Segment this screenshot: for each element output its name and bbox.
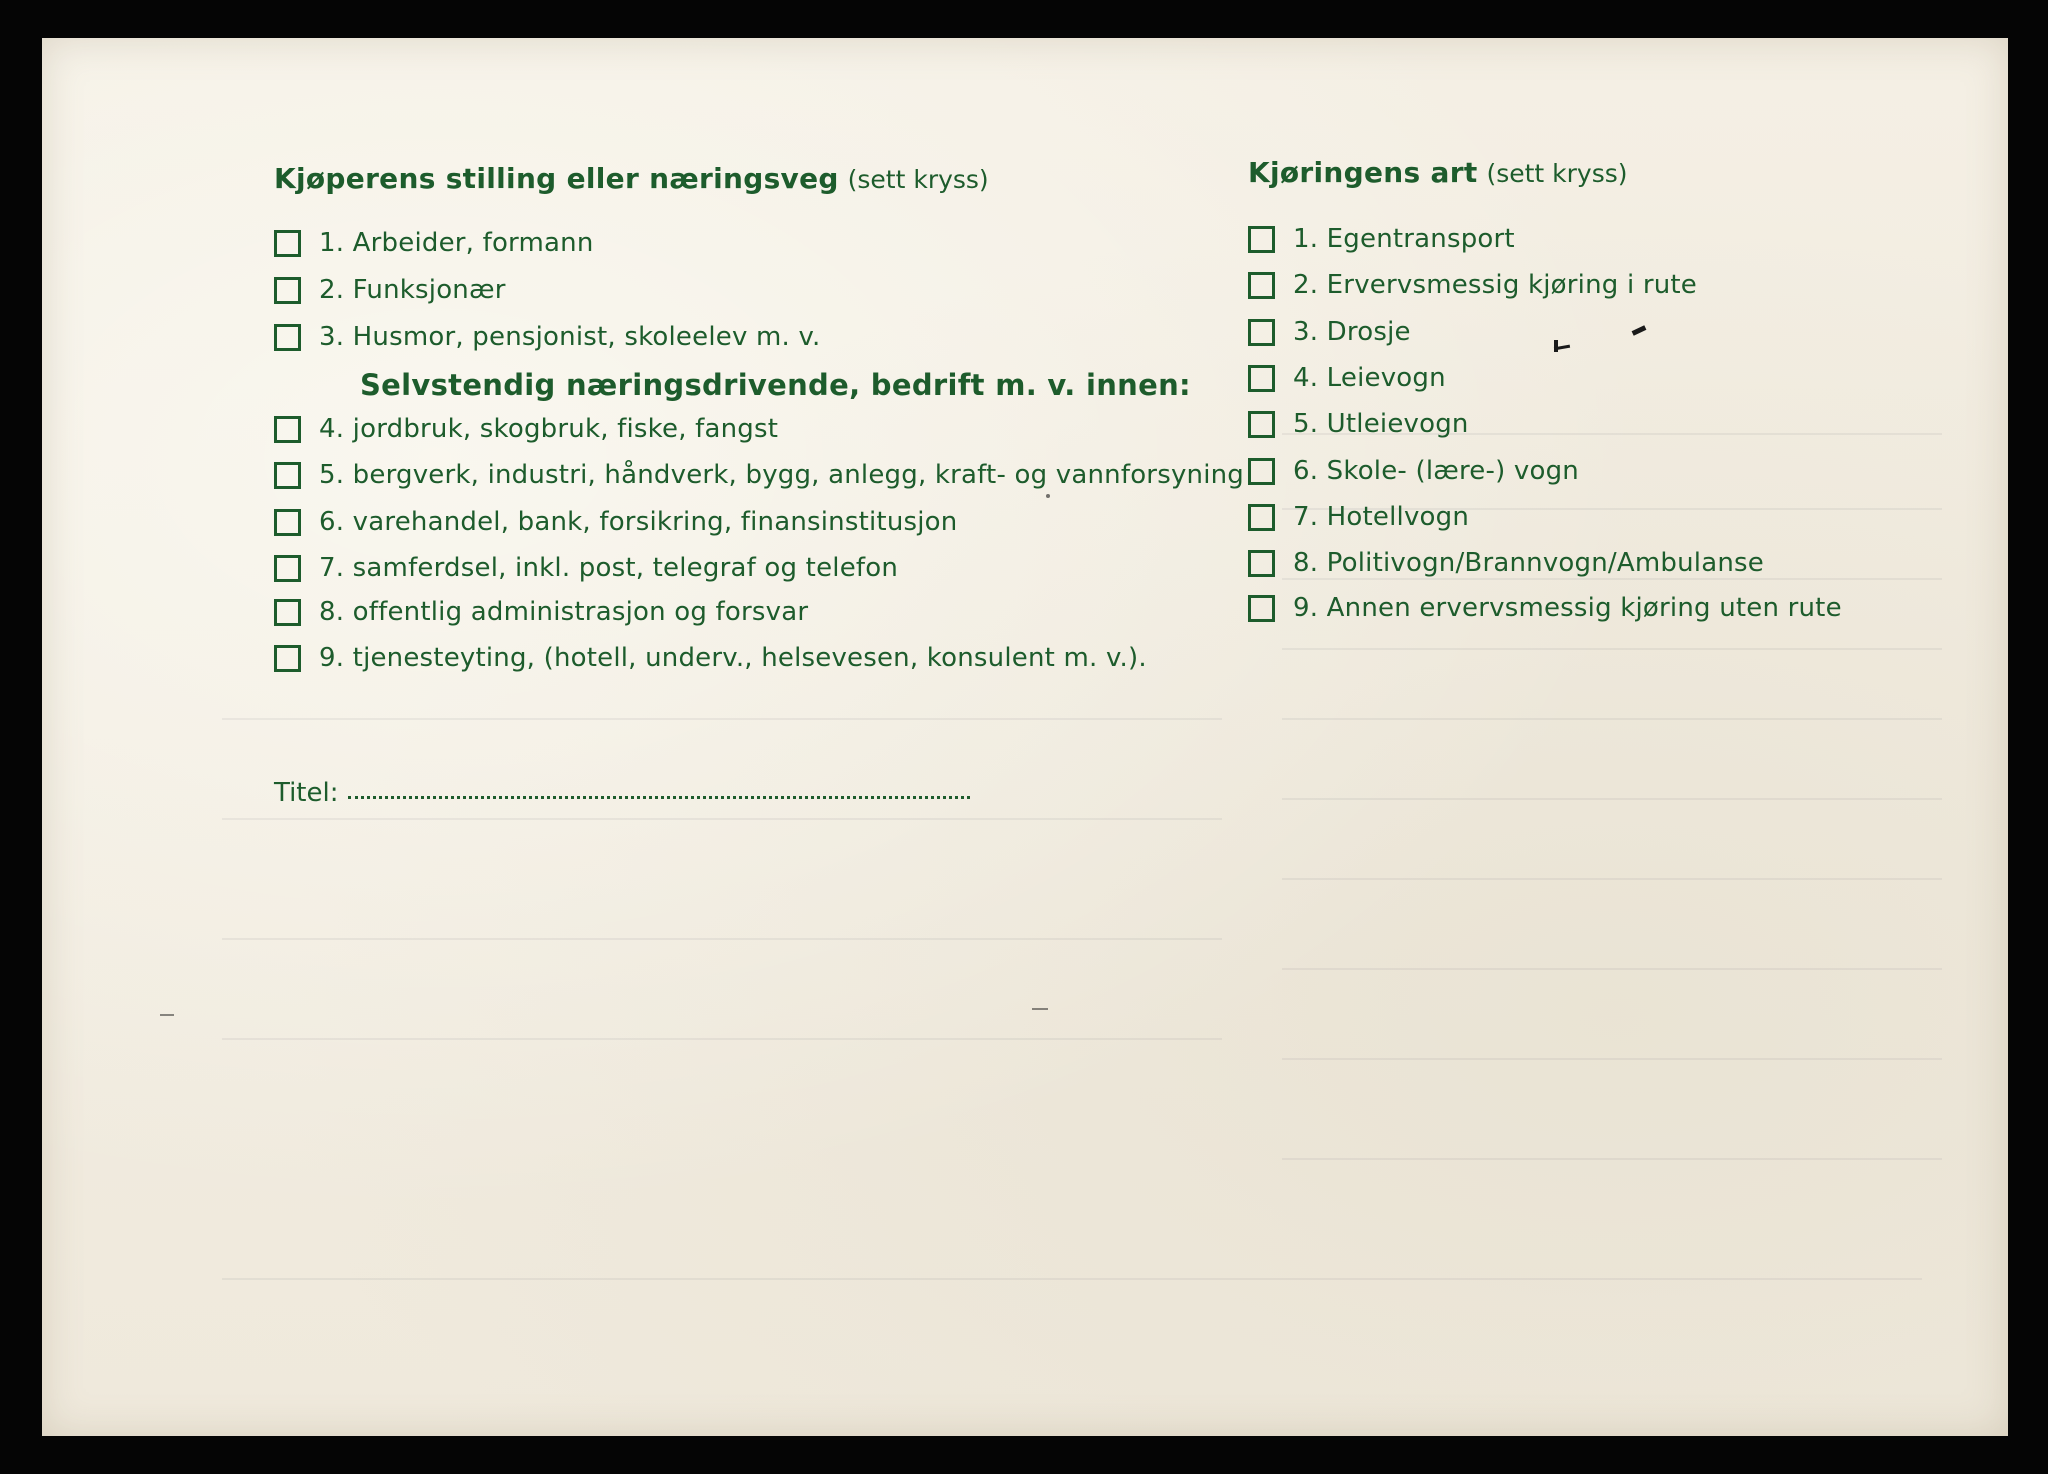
bleed-through-line <box>1282 1058 1942 1060</box>
ink-blemish <box>1632 325 1647 335</box>
buyer-occupation-heading <box>274 162 989 195</box>
bleed-through-line <box>222 1038 1222 1040</box>
option-label: 3. Husmor, pensjonist, skoleelev m. v. <box>319 322 821 352</box>
driving-option-8[interactable] <box>1248 548 1764 578</box>
buyer-occupation-heading-text: Kjøperens stilling eller næringsveg <box>274 162 839 195</box>
option-label: 5. bergverk, industri, håndverk, bygg, anlegg, kraft- og vannforsyning <box>319 460 1245 490</box>
title-field[interactable] <box>274 778 970 808</box>
occupation-option-9[interactable] <box>274 643 1147 673</box>
option-label: 7. samferdsel, inkl. post, telegraf og telefon <box>319 553 899 583</box>
checkbox[interactable] <box>274 509 301 536</box>
bleed-through-line <box>1282 718 1942 720</box>
checkbox[interactable] <box>1248 595 1275 622</box>
driving-type-heading-text: Kjøringens art <box>1248 156 1478 189</box>
driving-option-7[interactable] <box>1248 502 1469 532</box>
bleed-through-line <box>1282 648 1942 650</box>
occupation-option-5[interactable] <box>274 460 1244 490</box>
form-card <box>42 38 2008 1436</box>
checkbox[interactable] <box>1248 411 1275 438</box>
option-label: 4. Leievogn <box>1293 363 1446 393</box>
bleed-through-line <box>1282 798 1942 800</box>
option-label: 4. jordbruk, skogbruk, fiske, fangst <box>319 414 779 444</box>
driving-option-5[interactable] <box>1248 409 1469 439</box>
checkbox[interactable] <box>274 555 301 582</box>
option-label: 6. varehandel, bank, forsikring, finansinstitusjon <box>319 507 958 537</box>
bleed-through-line <box>222 938 1222 940</box>
option-label: 9. Annen ervervsmessig kjøring uten rute <box>1293 593 1842 623</box>
occupation-option-7[interactable] <box>274 553 898 583</box>
checkbox[interactable] <box>1248 319 1275 346</box>
option-label: 9. tjenesteyting, (hotell, underv., helsevesen, konsulent m. v.). <box>319 643 1147 673</box>
option-label: 2. Funksjonær <box>319 275 506 305</box>
option-label: 8. offentlig administrasjon og forsvar <box>319 597 809 627</box>
ink-blemish <box>1032 1008 1048 1010</box>
driving-option-9[interactable] <box>1248 593 1842 623</box>
title-dotted-line[interactable] <box>348 795 970 799</box>
checkbox[interactable] <box>1248 272 1275 299</box>
bleed-through-line <box>1282 578 1942 580</box>
checkbox[interactable] <box>274 230 301 257</box>
ink-blemish <box>1046 494 1050 498</box>
title-field-label: Titel: <box>274 778 339 808</box>
checkbox[interactable] <box>1248 365 1275 392</box>
driving-type-heading-note: (sett kryss) <box>1486 159 1628 188</box>
bleed-through-line <box>1282 878 1942 880</box>
ink-blemish <box>160 1014 174 1016</box>
ink-blemish <box>1554 340 1558 352</box>
option-label: 8. Politivogn/Brannvogn/Ambulanse <box>1293 548 1764 578</box>
occupation-option-6[interactable] <box>274 507 957 537</box>
self-employed-subheading: Selvstendig næringsdrivende, bedrift m. v. innen: <box>360 368 1191 402</box>
driving-option-4[interactable] <box>1248 363 1446 393</box>
occupation-option-1[interactable] <box>274 228 594 258</box>
bleed-through-line <box>1282 1158 1942 1160</box>
occupation-option-3[interactable] <box>274 322 821 352</box>
driving-type-heading <box>1248 156 1628 189</box>
checkbox[interactable] <box>274 277 301 304</box>
bleed-through-line <box>222 718 1222 720</box>
bleed-through-line <box>222 818 1222 820</box>
option-label: 2. Ervervsmessig kjøring i rute <box>1293 270 1697 300</box>
checkbox[interactable] <box>1248 550 1275 577</box>
option-label: 6. Skole- (lære-) vogn <box>1293 456 1579 486</box>
driving-option-6[interactable] <box>1248 456 1579 486</box>
buyer-occupation-heading-note: (sett kryss) <box>847 165 989 194</box>
occupation-option-8[interactable] <box>274 597 808 627</box>
driving-option-1[interactable] <box>1248 224 1515 254</box>
option-label: 1. Arbeider, formann <box>319 228 594 258</box>
checkbox[interactable] <box>274 599 301 626</box>
checkbox[interactable] <box>1248 226 1275 253</box>
checkbox[interactable] <box>274 324 301 351</box>
option-label: 1. Egentransport <box>1293 224 1515 254</box>
checkbox[interactable] <box>274 645 301 672</box>
occupation-option-4[interactable] <box>274 414 778 444</box>
occupation-option-2[interactable] <box>274 275 506 305</box>
checkbox[interactable] <box>274 416 301 443</box>
option-label: 7. Hotellvogn <box>1293 502 1470 532</box>
option-label: 5. Utleievogn <box>1293 409 1469 439</box>
driving-option-3[interactable] <box>1248 317 1411 347</box>
bleed-through-line <box>222 1278 1922 1280</box>
checkbox[interactable] <box>1248 458 1275 485</box>
checkbox[interactable] <box>274 462 301 489</box>
option-label: 3. Drosje <box>1293 317 1411 347</box>
bleed-through-line <box>1282 968 1942 970</box>
driving-option-2[interactable] <box>1248 270 1697 300</box>
checkbox[interactable] <box>1248 504 1275 531</box>
